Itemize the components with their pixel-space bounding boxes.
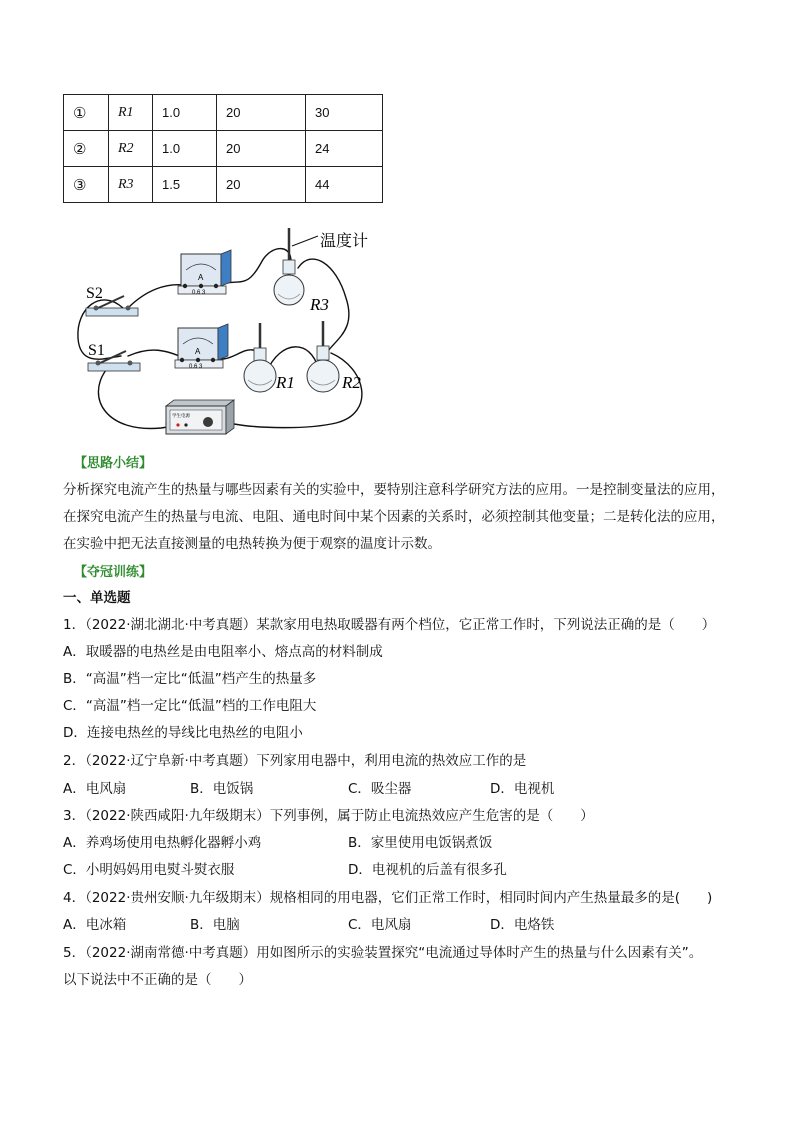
summary-text: 分析探究电流产生的热量与哪些因素有关的实验中，要特别注意科学研究方法的应用。一是控制变量法的应用，在探究电流产生的热量与电流、电阻、通电时间中某个因素的关系时，必须控制其他变量；二是转化法的应用，在实验中把无法直接测量的电热转换为便于观察的温度计示数。 xyxy=(63,482,725,552)
training-title: 【夺冠训练】 xyxy=(74,565,153,580)
question-5-stem-continued: 以下说法中不正确的是（ ） xyxy=(63,972,252,988)
svg-text:0.6 3: 0.6 3 xyxy=(192,290,206,296)
question-4-stem: 4．（2022·贵州安顺·九年级期末）规格相同的用电器，它们正常工作时，相同时间内产生热量最多的是( ) xyxy=(63,890,713,906)
col-value-1: 1.0 xyxy=(153,131,217,167)
row-index: ① xyxy=(64,95,109,131)
r1-label: R1 xyxy=(276,373,295,392)
col-value-1: 1.0 xyxy=(153,95,217,131)
col-value-1: 1.5 xyxy=(153,167,217,203)
flask-r2 xyxy=(307,321,339,392)
col-value-3: 44 xyxy=(306,167,383,203)
table-row xyxy=(64,95,383,131)
col-value-2: 20 xyxy=(217,167,306,203)
question-2-option-a: A．电风扇 xyxy=(63,781,127,797)
s2-label: S2 xyxy=(86,285,103,302)
resistor-name: R3 xyxy=(109,167,153,203)
col-value-3: 24 xyxy=(306,131,383,167)
col-value-2: 20 xyxy=(217,95,306,131)
s1-label: S1 xyxy=(88,342,105,359)
col-value-2: 20 xyxy=(217,131,306,167)
question-1-option-b: B．“高温”档一定比“低温”档产生的热量多 xyxy=(63,671,317,687)
table-row xyxy=(64,131,383,167)
question-4-option-a: A．电冰箱 xyxy=(63,917,127,933)
ammeter-1 xyxy=(178,250,231,296)
thermometer-label: 温度计 xyxy=(320,231,369,250)
question-3-stem: 3．（2022·陕西咸阳·九年级期末）下列事例，属于防止电流热效应产生危害的是（ ） xyxy=(63,808,594,824)
circuit-diagram xyxy=(66,228,386,443)
question-3-option-a: A．养鸡场使用电热孵化器孵小鸡 xyxy=(63,835,262,851)
question-4-option-d: D．电烙铁 xyxy=(490,917,555,933)
wire-s2-ammeter1 xyxy=(128,285,184,308)
r2-label: R2 xyxy=(342,373,361,392)
svg-text:学生电源: 学生电源 xyxy=(172,414,190,419)
question-3-option-b: B．家里使用电饭锅煮饭 xyxy=(348,835,493,851)
svg-text:0.6 3: 0.6 3 xyxy=(189,364,203,370)
r3-label: R3 xyxy=(310,295,329,314)
resistor-data-table xyxy=(63,94,383,203)
summary-title: 【思路小结】 xyxy=(74,456,153,471)
question-1-option-c: C．“高温”档一定比“低温”档的工作电阻大 xyxy=(63,698,317,714)
ammeter-2 xyxy=(175,324,228,370)
table-row xyxy=(64,167,383,203)
question-2-option-b: B．电饭锅 xyxy=(190,781,254,797)
resistor-name: R1 xyxy=(109,95,153,131)
question-2-option-c: C．吸尘器 xyxy=(348,781,412,797)
question-1-stem: 1．（2022·湖北湖北·中考真题）某款家用电热取暖器有两个档位，它正常工作时，下列说法正确的是（ ） xyxy=(63,617,716,633)
wire-s1-ammeter2 xyxy=(128,350,184,358)
question-4-option-c: C．电风扇 xyxy=(348,917,412,933)
section-heading: 一、单选题 xyxy=(63,590,131,606)
question-3-option-d: D．电视机的后盖有很多孔 xyxy=(348,862,507,878)
question-2-option-d: D．电视机 xyxy=(490,781,555,797)
thermometer-pointer xyxy=(292,236,318,246)
resistor-name: R2 xyxy=(109,131,153,167)
question-4-option-b: B．电脑 xyxy=(190,917,240,933)
question-2-stem: 2．（2022·辽宁阜新·中考真题）下列家用电器中，利用电流的热效应工作的是 xyxy=(63,753,527,769)
flask-r1 xyxy=(244,323,276,392)
col-value-3: 30 xyxy=(306,95,383,131)
svg-text:A: A xyxy=(198,273,204,282)
question-5-stem: 5．（2022·湖南常德·中考真题）用如图所示的实验装置探究“电流通过导体时产生的热量与什么因素有关”。 xyxy=(63,945,703,961)
row-index: ③ xyxy=(64,167,109,203)
wire-s1-supply xyxy=(98,370,172,428)
question-1-option-a: A．取暖器的电热丝是由电阻率小、熔点高的材料制成 xyxy=(63,644,383,660)
question-1-option-d: D．连接电热丝的导线比电热丝的电阻小 xyxy=(63,725,303,741)
row-index: ② xyxy=(64,131,109,167)
question-3-option-c: C．小明妈妈用电熨斗熨衣服 xyxy=(63,862,235,878)
power-supply xyxy=(166,400,234,434)
svg-text:A: A xyxy=(195,347,201,356)
